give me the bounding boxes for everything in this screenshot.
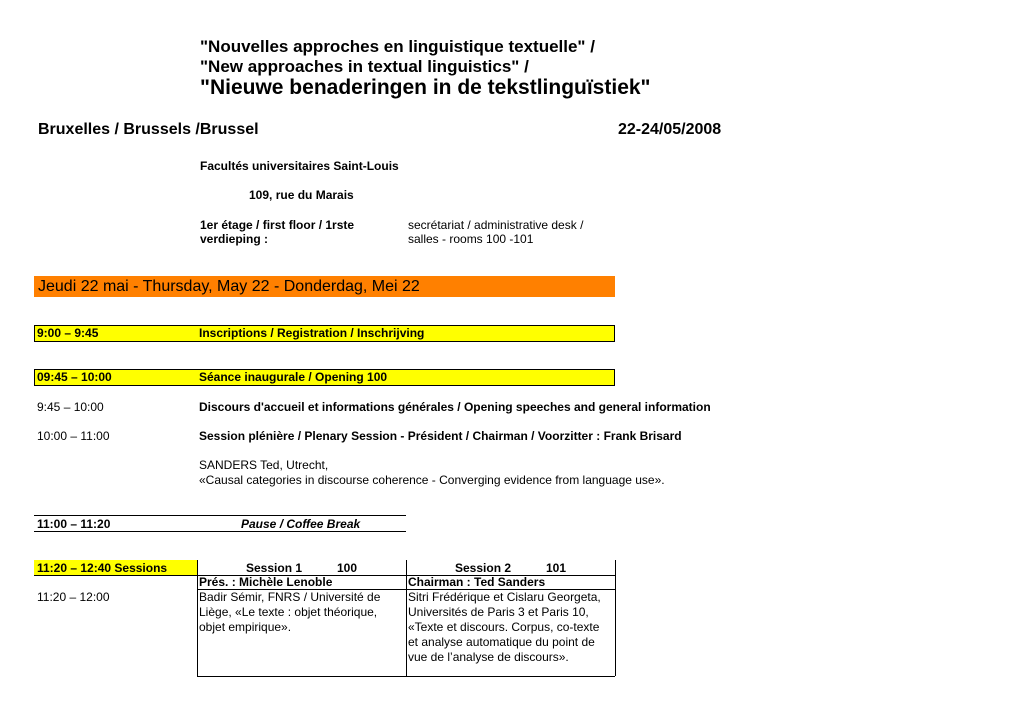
pause-time: 11:00 – 11:20 [37,517,111,531]
session1-room: 100 [337,561,358,575]
pause-bottom-rule [34,531,406,532]
day-banner [34,276,615,297]
event-dates: 22-24/05/2008 [618,121,722,138]
welcome-time: 9:45 – 10:00 [37,400,104,414]
registration-label: Inscriptions / Registration / Inschrijving [199,326,425,340]
desk-line-2: salles - rooms 100 -101 [408,232,534,246]
registration-time: 9:00 – 9:45 [37,326,99,340]
session2-chair: Chairman : Ted Sanders [408,575,546,589]
sessions-vline-1 [197,560,198,676]
title-french: "Nouvelles approches en linguistique textuelle" / [200,37,595,56]
title-dutch: "Nieuwe benaderingen in de tekstlinguïstiek" [200,76,651,99]
session2-room: 101 [546,561,567,575]
floor-line-2: verdieping : [200,232,269,246]
opening-label: Séance inaugurale / Opening 100 [199,370,388,384]
city: Bruxelles / Brussels /Brussel [38,121,259,138]
pause-label: Pause / Coffee Break [241,517,361,531]
sessions-time: 11:20 – 12:40 Sessions [37,561,168,575]
session1-label: Session 1 [246,561,303,575]
plenary-talk: «Causal categories in discourse coherence - Converging evidence from language use». [199,473,665,487]
desk-line-1: secrétariat / administrative desk / [408,218,584,232]
address: 109, rue du Marais [249,188,354,202]
slot1-session2-talk: Sitri Frédérique et Cislaru Georgeta, Universités de Paris 3 et Paris 10, «Texte et discours. Corpus, co-texte et analyse automatique du point de vue de l’analyse de discours». [408,590,601,664]
plenary-time: 10:00 – 11:00 [37,429,110,443]
sessions-vline-2 [406,560,407,676]
sessions-rule-1 [34,575,615,576]
day-label: Jeudi 22 mai - Thursday, May 22 - Donderdag, Mei 22 [38,278,420,295]
session2-label: Session 2 [455,561,512,575]
registration-row [34,325,615,342]
slot1-time: 11:20 – 12:00 [37,590,110,604]
slot1-session1-talk: Badir Sémir, FNRS / Université de Liège, «Le texte : objet théorique, objet empirique». [199,590,381,634]
title-english: "New approaches in textual linguistics" / [200,57,529,76]
welcome-label: Discours d'accueil et informations générales / Opening speeches and general information [199,400,711,414]
plenary-speaker: SANDERS Ted, Utrecht, [199,458,329,472]
institution: Facultés universitaires Saint-Louis [200,159,399,173]
pause-top-rule [34,515,406,516]
plenary-label: Session plénière / Plenary Session - Président / Chairman / Voorzitter : Frank Brisard [199,429,682,443]
sessions-vline-3 [615,560,616,676]
floor-line-1: 1er étage / first floor / 1rste [200,218,355,232]
session1-chair: Prés. : Michèle Lenoble [199,575,333,589]
sessions-rule-bottom [197,676,615,677]
opening-time: 09:45 – 10:00 [37,370,112,384]
opening-row [34,369,615,386]
